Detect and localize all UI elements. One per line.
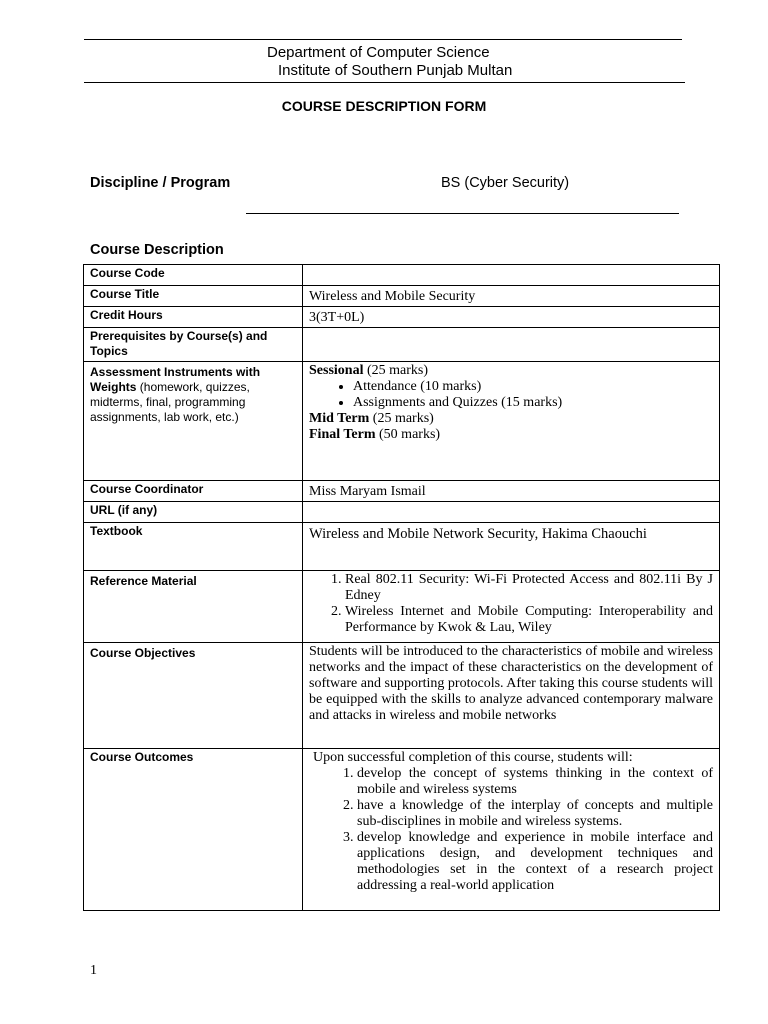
sessional-label: Sessional [309,363,364,378]
table-row-assessment [84,362,720,481]
list-item: • Attendance (10 marks) [353,379,713,395]
table-row-course-code [84,265,720,286]
objectives-value: Students will be introduced to the characteristics of mobile and wireless networks and the impact of these characteristics on the development of software and supporting protocols. After taking this course students will be equipped with the skills to analyze advanced contemporary malware and attacks in wireless and mobile networks [303,643,720,749]
list-item: 1. develop the concept of systems thinking in the context of mobile and wireless systems [357,766,713,798]
header-bottom-rule [84,82,685,83]
final-term-label: Final Term [309,427,376,442]
objectives-label: Course Objectives [84,643,303,749]
midterm-line [309,411,713,427]
textbook-label: Textbook [84,523,303,571]
table-row-url [84,502,720,523]
credit-hours-value: 3(3T+0L) [303,307,720,328]
assessment-label [84,362,303,481]
outcomes-label: Course Outcomes [84,749,303,911]
final-term-marks: (50 marks) [375,427,441,442]
table-row-prerequisites [84,328,720,362]
course-description-heading: Course Description [90,242,224,258]
reference-label: Reference Material [84,571,303,643]
department-name: Department of Computer Science [267,44,490,61]
page-number: 1 [90,963,97,978]
reference-value [303,571,720,643]
list-item: 2. Wireless Internet and Mobile Computing: Interoperability and Performance by Kwok & Lau, Wiley [345,604,713,636]
sessional-line [309,363,713,379]
table-row-coordinator [84,481,720,502]
table-row-objectives [84,643,720,749]
prerequisites-label: Prerequisites by Course(s) and Topics [84,328,303,362]
form-title: COURSE DESCRIPTION FORM [281,98,487,114]
table-row-outcomes [84,749,720,911]
table-row-course-title [84,286,720,307]
final-term-line [309,427,713,443]
sessional-marks: (25 marks) [363,363,429,378]
assessment-label-bold: Assessment Instruments with Weights [90,365,261,394]
discipline-value: BS (Cyber Security) [441,175,570,191]
list-item: • Assignments and Quizzes (15 marks) [353,395,713,411]
outcomes-value [303,749,720,911]
course-title-label: Course Title [84,286,303,307]
header-top-rule [84,39,682,40]
prerequisites-value [303,328,720,362]
discipline-label: Discipline / Program [90,175,231,191]
discipline-underline [246,213,679,214]
list-item: 3. develop knowledge and experience in mobile interface and applications design, and development techniques and methodologies set in the context of a research project addressing a real-world application [357,830,713,894]
table-row-credit-hours [84,307,720,328]
textbook-value: Wireless and Mobile Network Security, Hakima Chaouchi [303,523,720,571]
course-title-value: Wireless and Mobile Security [303,286,720,307]
course-description-table [83,264,720,911]
assessment-label-detail: (homework, quizzes, midterms, final, programming assignments, lab work, etc.) [90,380,250,424]
assessment-value [303,362,720,481]
table-row-reference [84,571,720,643]
coordinator-value: Miss Maryam Ismail [303,481,720,502]
reference-list [309,572,713,636]
institute-name: Institute of Southern Punjab Multan [278,62,513,79]
url-label: URL (if any) [84,502,303,523]
midterm-label: Mid Term [309,411,370,426]
midterm-marks: (25 marks) [369,411,434,426]
sessional-list [309,379,713,411]
outcomes-list [309,766,713,894]
credit-hours-label: Credit Hours [84,307,303,328]
course-code-value [303,265,720,286]
coordinator-label: Course Coordinator [84,481,303,502]
list-item: 2. have a knowledge of the interplay of concepts and multiple sub-disciplines in mobile and wireless systems. [357,798,713,830]
outcomes-intro: Upon successful completion of this course, students will: [313,750,633,765]
list-item: 1. Real 802.11 Security: Wi-Fi Protected Access and 802.11i By J Edney [345,572,713,604]
table-row-textbook [84,523,720,571]
url-value [303,502,720,523]
course-code-label: Course Code [84,265,303,286]
